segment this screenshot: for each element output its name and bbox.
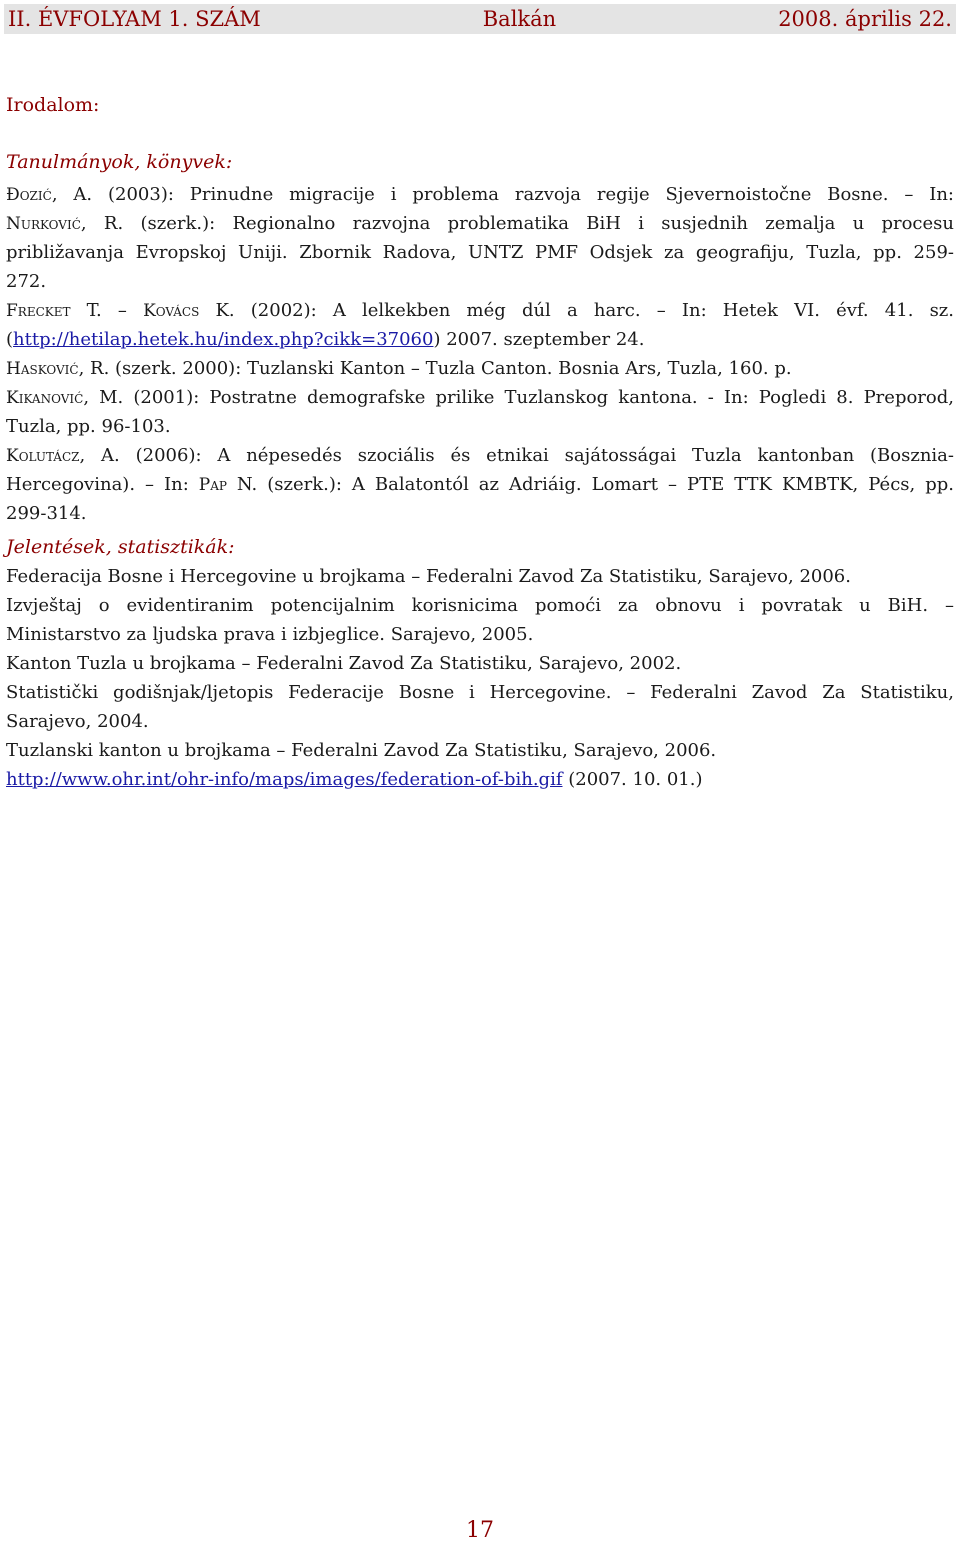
stat-item — [6, 765, 954, 794]
stat-item: Federacija Bosne i Hercegovine u brojkama – Federalni Zavod Za Statistiku, Sarajevo, 2006. — [6, 566, 851, 587]
ref-line — [6, 209, 954, 238]
ref-line — [6, 296, 954, 325]
ref-text: 272. — [6, 271, 47, 292]
stat-item: Izvještaj o evidentiranim potencijalnim korisnicima pomoći za obnovu i povratak u BiH. – — [6, 595, 954, 616]
ref-author: Kolutácz — [6, 446, 80, 466]
reference-dozic — [6, 180, 954, 296]
ref-line — [6, 412, 954, 441]
stats-list — [6, 562, 954, 794]
ref-text: , M. (2001): Postratne demografske prilike Tuzlanskog kantona. - In: Pogledi 8. Preporod, — [83, 387, 954, 408]
ref-text: , R. (szerk. 2000): Tuzlanski Kanton – Tuzla Canton. Bosnia Ars, Tuzla, 160. p. — [78, 358, 792, 379]
ohr-map-link[interactable]: http://www.ohr.int/ohr-info/maps/images/federation-of-bih.gif — [6, 769, 563, 790]
ref-text: , R. (szerk.): Regionalno razvojna problematika BiH i susjednih zemalja u procesu — [80, 213, 954, 234]
ref-author: Frecket — [6, 301, 71, 321]
stats-subtitle: Jelentések, statisztikák: — [6, 536, 235, 558]
stat-item: Ministarstvo za ljudska prava i izbjeglice. Sarajevo, 2005. — [6, 624, 534, 645]
reference-haskovic — [6, 354, 954, 383]
header-journal: Balkán — [482, 7, 557, 31]
reference-frecket — [6, 296, 954, 354]
ref-line — [6, 354, 954, 383]
ref-text: Tuzla, pp. 96-103. — [6, 416, 171, 437]
ref-author: Kikanović — [6, 388, 84, 408]
ref-line — [6, 470, 954, 499]
page-number: 17 — [466, 1518, 494, 1543]
ref-text: , A. (2006): A népesedés szociális és etnikai sajátosságai Tuzla kantonban (Bosznia- — [79, 445, 954, 466]
ref-author: Pap — [198, 475, 227, 495]
ref-text: , A. (2003): Prinudne migracije i problema razvoja regije Sjevernoistočne Bosne. – In: — [51, 184, 954, 205]
stat-item: Tuzlanski kanton u brojkama – Federalni Zavod Za Statistiku, Sarajevo, 2006. — [6, 740, 717, 761]
reference-kolutacz — [6, 441, 954, 528]
stat-item: Kanton Tuzla u brojkama – Federalni Zavod Za Statistiku, Sarajevo, 2002. — [6, 653, 682, 674]
ref-text: N. (szerk.): A Balatontól az Adriáig. Lomart – PTE TTK KMBTK, Pécs, pp. — [226, 474, 954, 495]
stat-item: Sarajevo, 2004. — [6, 711, 149, 732]
access-date: (2007. 10. 01.) — [562, 769, 703, 790]
stat-item: Statistički godišnjak/ljetopis Federacije Bosne i Hercegovine. – Federalni Zavod Za Statistiku, — [6, 682, 954, 703]
books-subtitle: Tanulmányok, könyvek: — [6, 151, 233, 173]
reference-kikanovic — [6, 383, 954, 441]
section-title: Irodalom: — [6, 94, 100, 116]
ref-author: Đozić — [6, 185, 52, 205]
ref-author: Kovács — [143, 301, 200, 321]
page-header — [4, 4, 956, 34]
ref-author: Nurković — [6, 214, 81, 234]
ref-line — [6, 441, 954, 470]
ref-line — [6, 267, 954, 296]
hetek-link[interactable]: http://hetilap.hetek.hu/index.php?cikk=37060 — [13, 329, 434, 350]
ref-text: 299-314. — [6, 503, 87, 524]
ref-text: Hercegovina). – In: — [6, 474, 199, 495]
ref-line — [6, 238, 954, 267]
ref-text: ) 2007. szeptember 24. — [433, 329, 645, 350]
ref-line — [6, 499, 954, 528]
header-issue: II. ÉVFOLYAM 1. SZÁM — [8, 7, 261, 31]
header-date: 2008. április 22. — [778, 7, 952, 31]
ref-text: približavanja Evropskoj Uniji. Zbornik Radova, UNTZ PMF Odsjek za geografiju, Tuzla, pp. 259- — [6, 242, 954, 263]
ref-line: (http://hetilap.hetek.hu/index.php?cikk=37060) 2007. szeptember 24. — [6, 329, 645, 350]
ref-line — [6, 383, 954, 412]
ref-text: T. – — [70, 300, 144, 321]
ref-line — [6, 180, 954, 209]
ref-text: K. (2002): A lelkekben még dúl a harc. – In: Hetek VI. évf. 41. sz. — [199, 300, 955, 321]
ref-author: Hasković — [6, 359, 79, 379]
